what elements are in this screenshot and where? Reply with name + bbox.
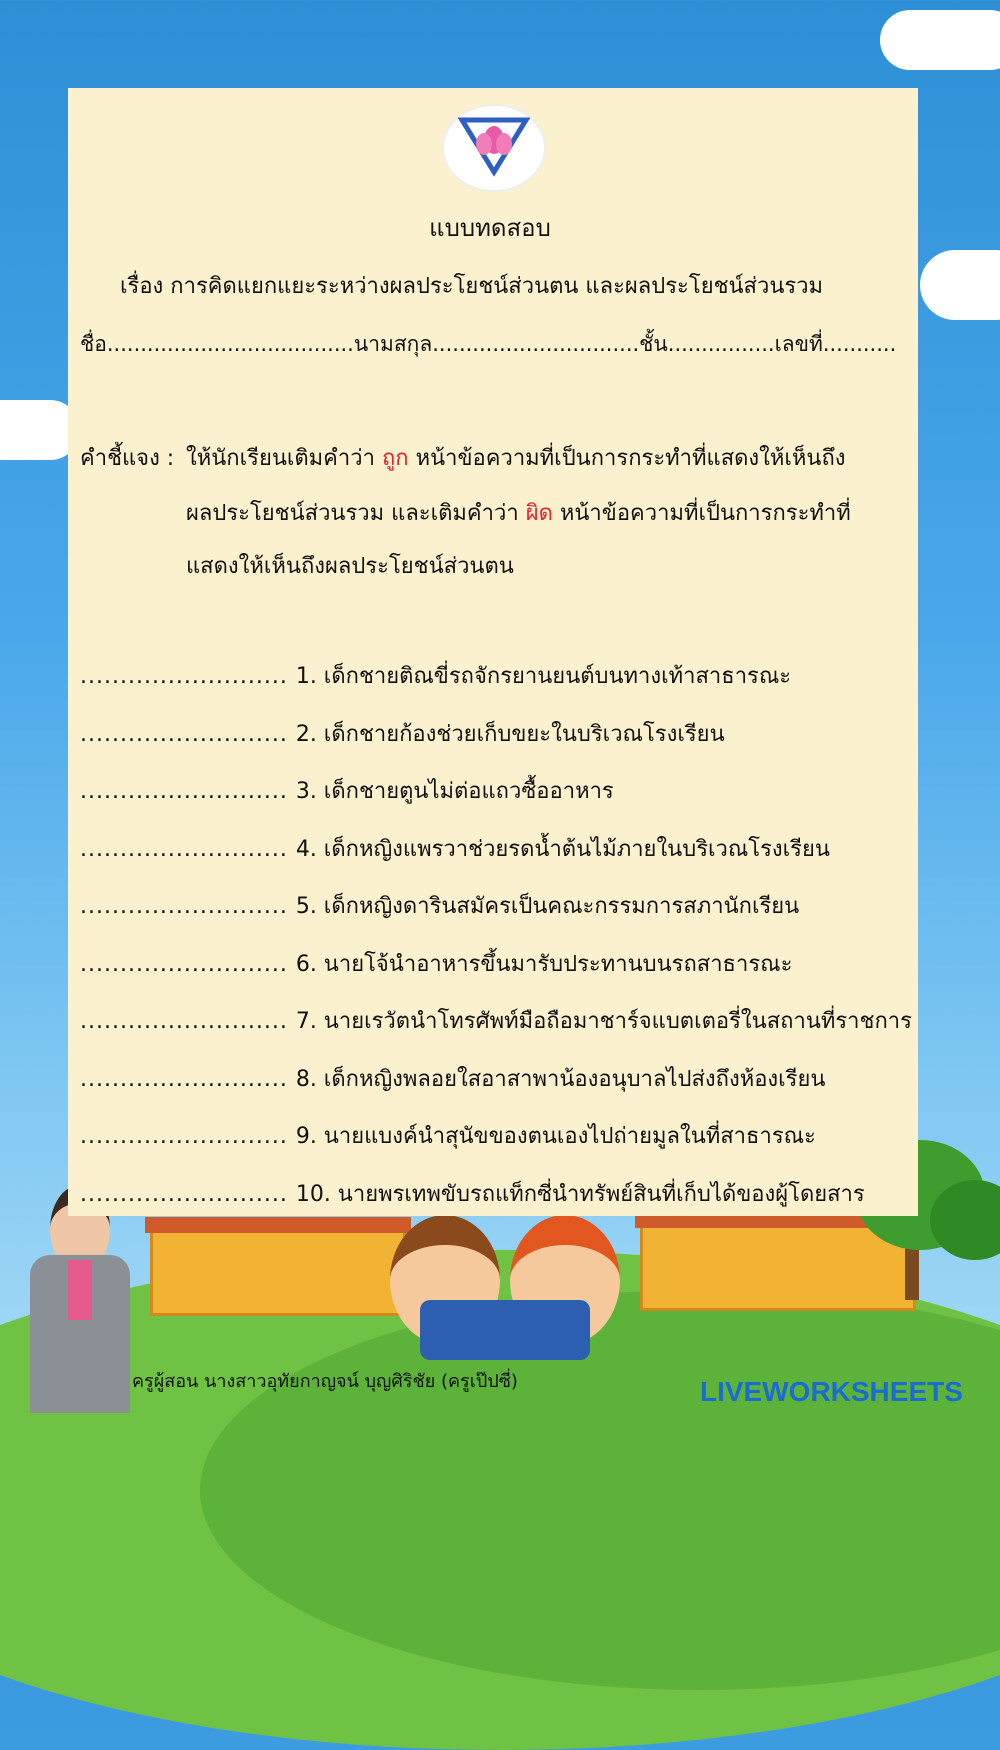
instructions-line-3: แสดงให้เห็นถึงผลประโยชน์ส่วนตน [186,554,514,579]
question-row [80,1176,865,1211]
cloud-right [920,250,1000,320]
question-text: 8. เด็กหญิงพลอยใสอาสาพาน้องอนุบาลไปส่งถึงห้องเรียน [295,1066,826,1092]
question-row [80,773,614,808]
worksheet-paper [68,88,918,1216]
bird-icon: ⌒ [935,59,975,105]
question-text: 7. นายเรวัตนำโทรศัพท์มือถือมาชาร์จแบตเตอรี่ในสถานที่ราชการ [295,1009,912,1034]
answer-blank[interactable]: .......................... [80,779,288,804]
answer-blank[interactable]: .......................... [80,721,288,747]
question-text: 3. เด็กชายตูนไม่ต่อแถวซื้ออาหาร [295,779,614,804]
answer-blank[interactable]: .......................... [80,894,288,919]
instructions-label: คำชี้แจง : [80,446,175,471]
school-building [150,1230,406,1316]
question-row [80,1003,912,1038]
answer-blank[interactable]: .......................... [80,1066,288,1092]
answer-blank[interactable]: .......................... [80,664,288,689]
children-bodies [420,1300,590,1360]
answer-blank[interactable]: .......................... [80,1124,288,1149]
question-text: 10. นายพรเทพขับรถแท็กซี่นำทรัพย์สินที่เก็บได้ของผู้โดยสาร [295,1181,865,1207]
answer-blank[interactable]: .......................... [80,1009,288,1034]
question-text: 1. เด็กชายติณขี่รถจักรยานยนต์บนทางเท้าสาธารณะ [295,664,792,689]
teacher-credit: ครูผู้สอน นางสาวอุทัยกาญจน์ บุญศิริชัย (ครูเป๊ปซี่) [132,1371,518,1392]
question-row [80,1061,825,1096]
school-building [640,1225,916,1311]
answer-blank[interactable]: .......................... [80,951,288,977]
question-text: 5. เด็กหญิงดารินสมัครเป็นคณะกรรมการสภานักเรียน [295,894,800,919]
name-fields[interactable]: ชื่อ.....................................นามสกุล...............................ชั้น................เลขที่........... [80,332,897,356]
answer-blank[interactable]: .......................... [80,1181,288,1207]
question-row [80,888,799,923]
teacher-figure [20,1185,140,1413]
school-logo [442,104,546,192]
liveworksheets-logo: LIVEWORKSHEETS [700,1376,963,1407]
question-text: 2. เด็กชายก้องช่วยเก็บขยะในบริเวณโรงเรียน [295,721,725,747]
instructions-line-2: ผลประโยชน์ส่วนรวม และเติมคำว่า ผิด หน้าข้อความที่เป็นการกระทำที่ [186,501,851,526]
question-row [80,1118,816,1153]
question-row [80,831,830,866]
question-text: 4. เด็กหญิงแพรวาช่วยรดน้ำต้นไม้ภายในบริเวณโรงเรียน [295,836,830,862]
answer-blank[interactable]: .......................... [80,836,288,862]
question-row [80,716,725,751]
false-word: ผิด [525,501,553,526]
question-text: 6. นายโจ้นำอาหารขึ้นมารับประทานบนรถสาธารณะ [295,951,793,977]
worksheet-topic: เรื่อง การคิดแยกแยะระหว่างผลประโยชน์ส่วนตน และผลประโยชน์ส่วนรวม [120,274,824,299]
true-word: ถูก [381,446,409,471]
question-row [80,658,791,693]
question-row [80,946,792,981]
instructions-line-1: ให้นักเรียนเติมคำว่า ถูก หน้าข้อความที่เป็นการกระทำที่แสดงให้เห็นถึง [186,446,846,471]
worksheet-title: แบบทดสอบ [429,214,551,242]
question-text: 9. นายแบงค์นำสุนัขของตนเองไปถ่ายมูลในที่สาธารณะ [295,1124,816,1149]
